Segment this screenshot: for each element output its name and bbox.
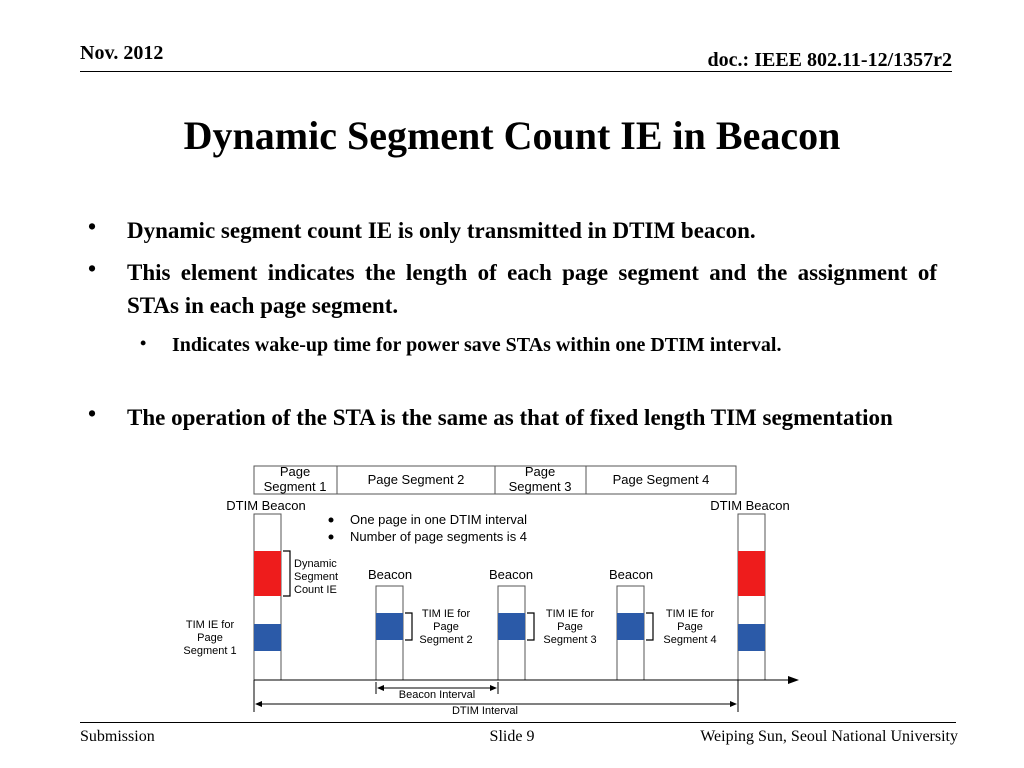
beacon-interval-arrow-right <box>490 685 497 691</box>
tim-ie-3-line-1: TIM IE for <box>545 608 595 620</box>
segment-3-label-a: Page <box>524 464 556 479</box>
tim-ie-3-line-3: Segment 3 <box>543 634 597 646</box>
tim-ie-block-1 <box>254 624 281 651</box>
tim-bracket-2 <box>405 613 412 640</box>
tim-ie-1-line-2: Page <box>197 632 223 644</box>
bullet-dot: • <box>140 333 147 353</box>
bullet-dot: • <box>88 401 97 426</box>
header-doc-id: doc.: IEEE 802.11-12/1357r2 <box>707 49 952 71</box>
beacon-label-4: Beacon <box>608 567 654 582</box>
dtim-beacon-frame-right <box>738 514 765 680</box>
bullet-2: This element indicates the length of each page segment and the assignment of STAs in each page segment. <box>127 260 937 318</box>
tim-ie-4-line-3: Segment 4 <box>663 634 717 646</box>
tim-ie-4-line-1: TIM IE for <box>665 608 715 620</box>
beacon-interval-label: Beacon Interval <box>398 689 476 701</box>
dtim-interval-arrow-right <box>730 701 737 707</box>
tim-ie-2-line-1: TIM IE for <box>421 608 471 620</box>
beacon-interval-arrow-left <box>377 685 384 691</box>
beacon-label-3: Beacon <box>488 567 534 582</box>
dtim-beacon-frame-left <box>254 514 281 680</box>
note-bullet-1 <box>329 518 334 523</box>
footer-author: Weiping Sun, Seoul National University <box>700 728 958 745</box>
dynamic-segment-ie-right <box>738 551 765 596</box>
bullet-dot: • <box>88 256 97 281</box>
dtim-interval-label: DTIM Interval <box>451 705 519 717</box>
tim-ie-2-line-3: Segment 2 <box>419 634 473 646</box>
bullet-3: The operation of the STA is the same as that of fixed length TIM segmentation <box>127 405 893 430</box>
segment-3-label-b: Segment 3 <box>508 479 572 494</box>
dtim-beacon-label-right: DTIM Beacon <box>710 498 790 513</box>
dynamic-ie-label-2: Segment <box>294 571 339 583</box>
slide-title: Dynamic Segment Count IE in Beacon <box>183 113 841 158</box>
time-axis-arrow <box>788 676 799 684</box>
footer-submission: Submission <box>80 728 155 745</box>
dynamic-ie-label-3: Count IE <box>294 584 337 596</box>
segment-1-label-a: Page <box>279 464 311 479</box>
footer-divider <box>80 722 956 723</box>
beacon-label-2: Beacon <box>367 567 413 582</box>
dynamic-ie-bracket <box>283 551 290 596</box>
tim-ie-block-4 <box>617 613 644 640</box>
note-2: Number of page segments is 4 <box>350 529 528 544</box>
tim-ie-1-line-3: Segment 1 <box>183 645 237 657</box>
bullet-1: Dynamic segment count IE is only transmitted in DTIM beacon. <box>127 218 756 243</box>
note-1: One page in one DTIM interval <box>350 512 528 527</box>
dynamic-segment-ie-left <box>254 551 281 596</box>
tim-bracket-4 <box>646 613 653 640</box>
note-bullet-2 <box>329 535 334 540</box>
sub-bullet-1: Indicates wake-up time for power save STAs within one DTIM interval. <box>172 334 782 356</box>
tim-ie-3-line-2: Page <box>557 621 583 633</box>
tim-ie-4-line-2: Page <box>677 621 703 633</box>
tim-ie-block-right <box>738 624 765 651</box>
bullet-dot: • <box>88 214 97 239</box>
tim-ie-2-line-2: Page <box>433 621 459 633</box>
segment-4-label: Page Segment 4 <box>612 472 710 487</box>
tim-bracket-3 <box>527 613 534 640</box>
segment-2-label: Page Segment 2 <box>367 472 465 487</box>
dynamic-ie-label-1: Dynamic <box>294 558 337 570</box>
dtim-beacon-label-left: DTIM Beacon <box>226 498 306 513</box>
segment-1-label-b: Segment 1 <box>263 479 327 494</box>
tim-ie-block-2 <box>376 613 403 640</box>
tim-ie-1-line-1: TIM IE for <box>185 619 235 631</box>
dtim-interval-arrow-left <box>255 701 262 707</box>
tim-ie-block-3 <box>498 613 525 640</box>
header-date: Nov. 2012 <box>80 42 164 64</box>
footer-slide-number: Slide 9 <box>489 728 535 745</box>
